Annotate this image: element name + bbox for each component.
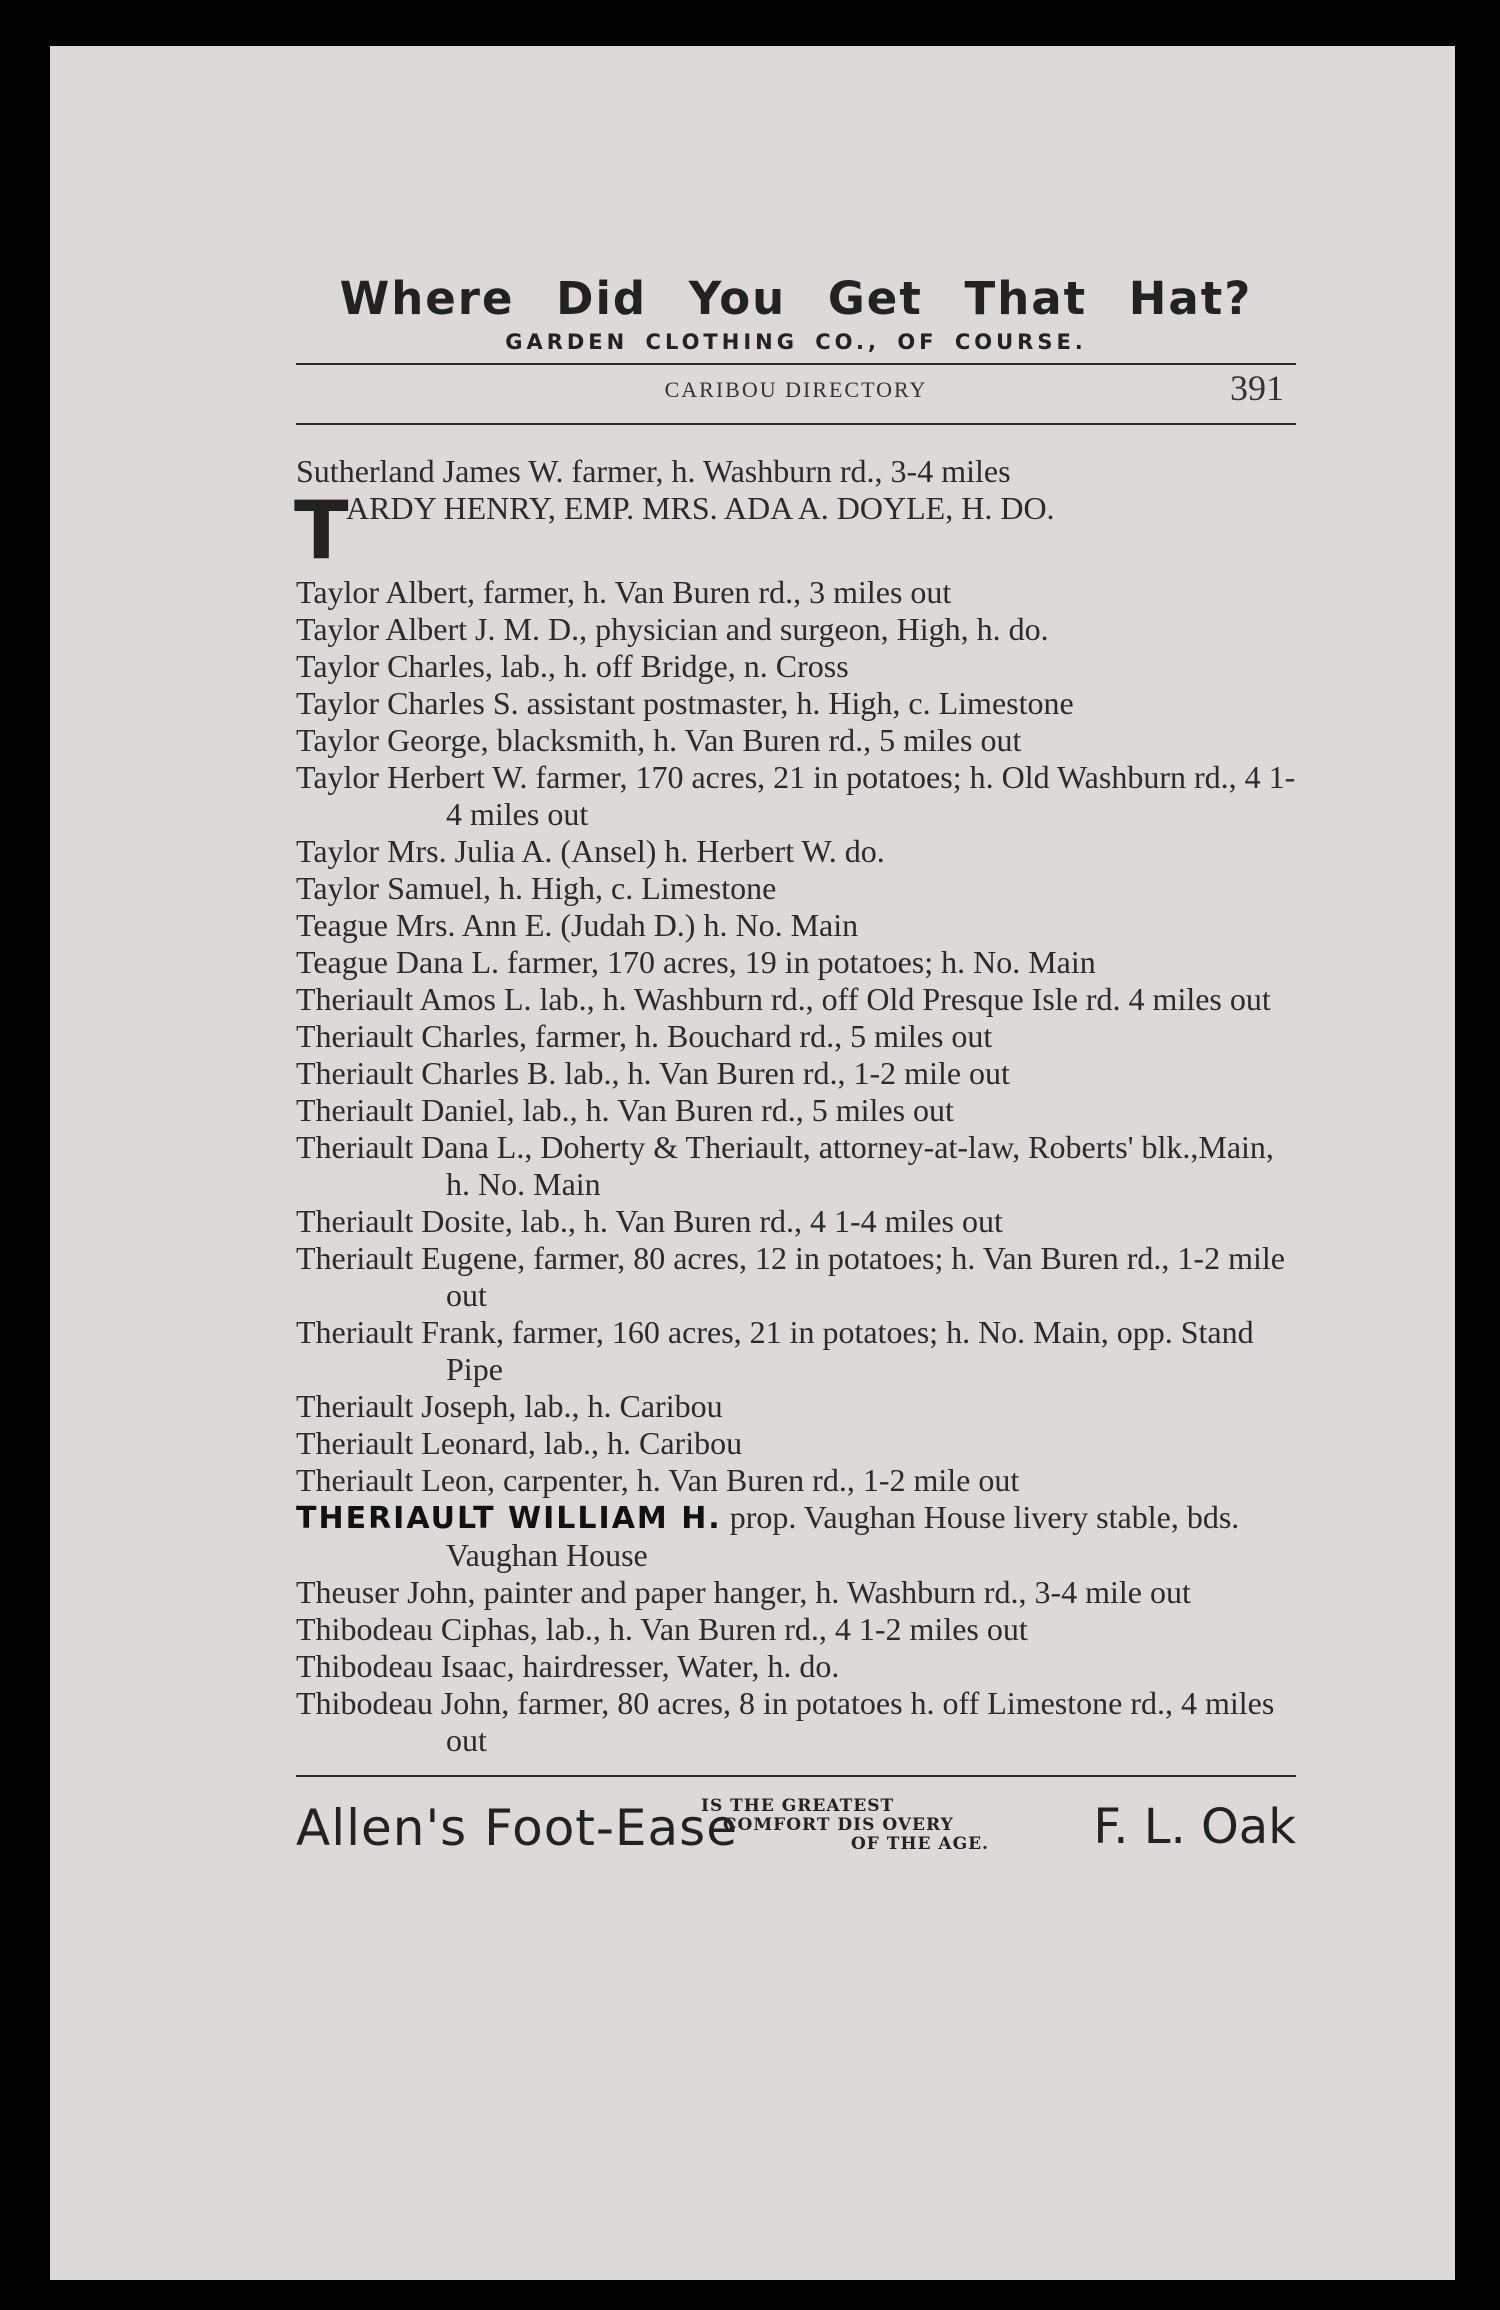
running-head-rule xyxy=(296,423,1296,425)
list-item: Theriault Daniel, lab., h. Van Buren rd., 5 miles out xyxy=(296,1092,954,1128)
dropcap-entry-text: ARDY HENRY, EMP. MRS. ADA A. DOYLE, H. DO. xyxy=(346,490,1055,526)
directory-page xyxy=(50,46,1455,2280)
list-item: Teague Mrs. Ann E. (Judah D.) h. No. Main xyxy=(296,907,859,943)
list-item: Thibodeau Ciphas, lab., h. Van Buren rd., 4 1-2 miles out xyxy=(296,1611,1028,1647)
drop-cap-initial: T xyxy=(294,484,349,577)
list-item: Taylor Albert, farmer, h. Van Buren rd., 3 miles out xyxy=(296,574,952,610)
list-item: Taylor Samuel, h. High, c. Limestone xyxy=(296,870,777,906)
bold-entry-text: prop. Vaughan House livery stable, bds. Vaughan House xyxy=(446,1499,1240,1573)
list-item: Theriault Joseph, lab., h. Caribou xyxy=(296,1388,723,1424)
bold-entry xyxy=(296,1499,1296,1574)
list-item: Theriault Amos L. lab., h. Washburn rd., off Old Presque Isle rd. 4 miles out xyxy=(296,981,1271,1017)
list-item: Theriault Eugene, farmer, 80 acres, 12 in potatoes; h. Van Buren rd., 1-2 mile out xyxy=(296,1240,1285,1313)
tagline-line: COMFORT DIS OVERY xyxy=(723,1815,954,1835)
directory-entries xyxy=(296,453,1296,1759)
list-item: Theriault Dosite, lab., h. Van Buren rd., 4 1-4 miles out xyxy=(296,1203,1003,1239)
list-item: Thibodeau Isaac, hairdresser, Water, h. do. xyxy=(296,1648,840,1684)
list-item: Theriault Charles B. lab., h. Van Buren rd., 1-2 mile out xyxy=(296,1055,1010,1091)
tagline-line: OF THE AGE. xyxy=(851,1834,989,1854)
list-item: Thibodeau John, farmer, 80 acres, 8 in potatoes h. off Limestone rd., 4 miles out xyxy=(296,1685,1275,1758)
list-item: Teague Dana L. farmer, 170 acres, 19 in potatoes; h. No. Main xyxy=(296,944,1096,980)
bottom-ad xyxy=(296,1785,1296,1875)
list-item: Theriault Charles, farmer, h. Bouchard rd., 5 miles out xyxy=(296,1018,993,1054)
list-item: Theriault Frank, farmer, 160 acres, 21 in potatoes; h. No. Main, opp. Stand Pipe xyxy=(296,1314,1254,1387)
bottom-ad-maker: F. L. Oak xyxy=(1093,1799,1296,1855)
running-title: CARIBOU DIRECTORY xyxy=(664,377,928,402)
list-item: Sutherland James W. farmer, h. Washburn rd., 3-4 miles xyxy=(296,453,1011,489)
running-head xyxy=(296,365,1296,423)
list-item: Taylor Charles S. assistant postmaster, h. High, c. Limestone xyxy=(296,685,1074,721)
list-item: Theriault Dana L., Doherty & Theriault, attorney-at-law, Roberts' blk.,Main, h. No. Main xyxy=(296,1129,1274,1202)
page-number: 391 xyxy=(1230,368,1284,408)
list-item: Taylor Mrs. Julia A. (Ansel) h. Herbert W. do. xyxy=(296,833,885,869)
bold-entry-name: THERIAULT WILLIAM H. xyxy=(296,1501,722,1536)
list-item: Taylor George, blacksmith, h. Van Buren rd., 5 miles out xyxy=(296,722,1022,758)
tagline-line: IS THE GREATEST xyxy=(701,1796,895,1816)
entry-list xyxy=(296,574,1296,1499)
bottom-ad-brand: Allen's Foot-Ease xyxy=(296,1799,738,1857)
list-item: Taylor Charles, lab., h. off Bridge, n. Cross xyxy=(296,648,849,684)
bottom-ad-tagline xyxy=(701,1797,989,1854)
entry-list-after xyxy=(296,1574,1296,1759)
list-item: Theuser John, painter and paper hanger, h. Washburn rd., 3-4 mile out xyxy=(296,1574,1191,1610)
list-item: Taylor Albert J. M. D., physician and surgeon, High, h. do. xyxy=(296,611,1049,647)
top-ad-subline: GARDEN CLOTHING CO., OF COURSE. xyxy=(505,330,1087,354)
top-ad-headline: Where Did You Get That Hat? xyxy=(339,272,1253,325)
list-item: Theriault Leon, carpenter, h. Van Buren rd., 1-2 mile out xyxy=(296,1462,1020,1498)
dropcap-entry xyxy=(294,484,1296,577)
bottom-rule xyxy=(296,1775,1296,1777)
page-content xyxy=(296,271,1296,1875)
list-item: Theriault Leonard, lab., h. Caribou xyxy=(296,1425,743,1461)
list-item: Taylor Herbert W. farmer, 170 acres, 21 in potatoes; h. Old Washburn rd., 4 1-4 miles out xyxy=(296,759,1296,832)
